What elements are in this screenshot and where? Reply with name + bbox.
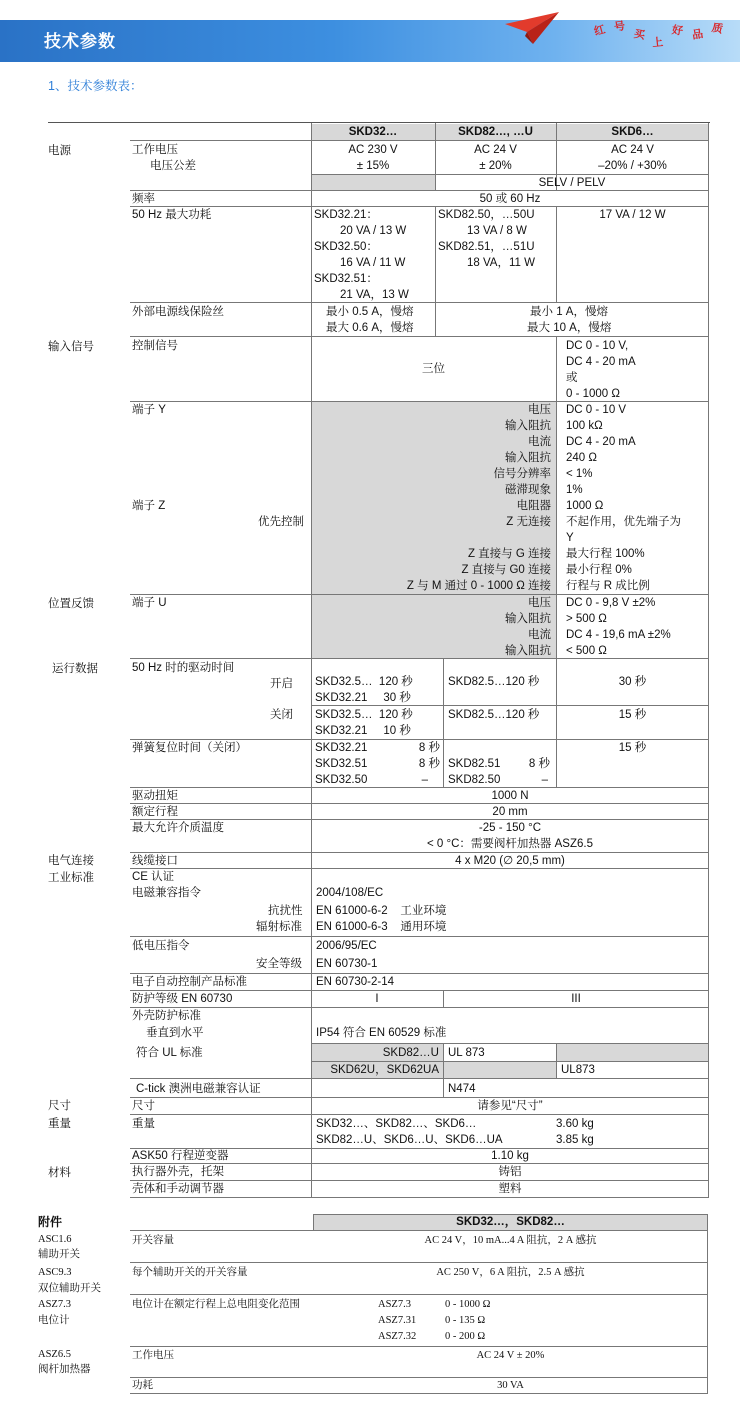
accessory-code: ASC1.6 [38, 1234, 72, 1245]
cell: < 500 Ω [566, 645, 607, 657]
table-rule [130, 1393, 708, 1394]
cell: 电流 [528, 436, 551, 448]
cell: 2004/108/EC [316, 887, 384, 899]
cell: I [375, 993, 379, 1005]
cell: 信号分辨率 [493, 468, 551, 480]
cell: 最小行程 0% [566, 564, 632, 576]
cell: ASZ7.3 [378, 1299, 411, 1310]
cell: 或 [566, 372, 578, 384]
row-label: 开关容量 [132, 1235, 174, 1246]
cell: III [571, 993, 581, 1005]
cell: SKD82.5…120 秒 [448, 709, 540, 721]
cell: 3.85 kg [556, 1134, 594, 1146]
cell: AC 24 V ± 20% [476, 1350, 545, 1361]
row-label: 电位计在额定行程上总电阻变化范围 [132, 1299, 300, 1310]
cell: 请参见“尺寸” [477, 1100, 543, 1112]
cell: ASZ7.32 [378, 1331, 417, 1342]
cell: UL 873 [448, 1047, 485, 1059]
cell: AC 24 V [611, 144, 654, 156]
cell: SKD32.51 [315, 758, 368, 770]
cell: AC 24 V [474, 144, 517, 156]
row-label: 端子 Z [132, 500, 166, 512]
row-label: 50 Hz 时的驱动时间 [132, 662, 235, 674]
cell: SKD82.50，…50U [438, 209, 535, 221]
cell: SKD82.50 [448, 774, 501, 786]
row-label: 工作电压 [132, 144, 178, 156]
row-label: 最大允许介质温度 [132, 822, 224, 834]
category-label: 工业标准 [48, 872, 94, 884]
cell: 3.60 kg [556, 1118, 594, 1130]
cell: 最小 1 A，慢熔 [530, 306, 608, 318]
cell: AC 250 V，6 A 阻抗，2.5 A 感抗 [436, 1267, 585, 1278]
cell: 不起作用，优先端子为 [566, 516, 681, 528]
cell: EN 61000-6-2 工业环境 [316, 905, 447, 917]
cell: ± 15% [356, 160, 390, 172]
cell: > 500 Ω [566, 613, 607, 625]
cell: 塑料 [498, 1183, 522, 1195]
row-label: 防护等级 EN 60730 [132, 993, 233, 1005]
row-label: 电子自动控制产品标准 [132, 976, 247, 988]
row-label: 关闭 [270, 709, 293, 721]
row-label: 额定行程 [132, 806, 178, 818]
page-title: 技术参数 [44, 32, 116, 51]
cell: SKD32.50 [315, 774, 368, 786]
accessories-title: 附件 [38, 1215, 63, 1229]
slogan-char: 买 [632, 27, 646, 42]
row-label: C-tick 澳洲电磁兼容认证 [136, 1083, 261, 1095]
column-header: SKD82…, …U [458, 126, 533, 138]
cell: SKD32.21 10 秒 [315, 725, 411, 737]
cell: 30 VA [497, 1380, 524, 1391]
cell: 1.10 kg [491, 1150, 529, 1162]
cell: 21 VA，13 W [340, 289, 409, 301]
cell: 50 或 60 Hz [479, 193, 541, 205]
cell: 15 秒 [618, 742, 647, 754]
column-header: SKD6… [611, 126, 654, 138]
row-label: 辐射标准 [256, 921, 302, 933]
cell: < 1% [566, 468, 593, 480]
cell: 20 VA / 13 W [340, 225, 407, 237]
row-label: 符合 UL 标准 [136, 1047, 203, 1059]
cell: 最大行程 100% [566, 548, 645, 560]
cell: 电压 [528, 404, 551, 416]
accessory-code: ASZ6.5 [38, 1349, 71, 1360]
cell: EN 61000-6-3 通用环境 [316, 921, 447, 933]
cell: SKD32.5… 120 秒 [315, 709, 413, 721]
row-label: CE 认证 [132, 871, 175, 883]
cell: DC 4 - 20 mA [566, 436, 636, 448]
cell: EN 60730-1 [316, 958, 378, 970]
cell: DC 0 - 9,8 V ±2% [566, 597, 656, 609]
row-label: 驱动扭矩 [132, 790, 178, 802]
cell: Y [566, 532, 574, 544]
cell: ASZ7.31 [378, 1315, 417, 1326]
row-label: 弹簧复位时间（关闭） [132, 742, 247, 754]
column-header: SKD32… [348, 126, 398, 138]
cell: SKD32.5… 120 秒 [315, 676, 413, 688]
cell: SKD62U，SKD62UA [330, 1064, 439, 1076]
cell: 铸铝 [498, 1166, 522, 1178]
row-label: 执行器外壳，托架 [132, 1166, 224, 1178]
cell: 4 x M20 (∅ 20,5 mm) [455, 855, 565, 867]
cell: Z 直接与 G 连接 [467, 548, 551, 560]
cell: 2006/95/EC [316, 940, 377, 952]
cell: 1% [566, 484, 583, 496]
row-label: 线缆接口 [132, 855, 178, 867]
cell: SKD82.51 [448, 758, 501, 770]
cell: 13 VA / 8 W [467, 225, 527, 237]
cell: SKD32.50： [314, 241, 378, 253]
cell: 0 - 200 Ω [445, 1331, 486, 1342]
row-label: 尺寸 [132, 1100, 155, 1112]
cell: 电阻器 [516, 500, 551, 512]
cell: DC 0 - 10 V, [566, 340, 629, 352]
slogan-char: 上 [651, 35, 664, 50]
cell: -25 - 150 °C [478, 822, 542, 834]
cell: – [421, 774, 428, 786]
category-label: 运行数据 [52, 663, 98, 675]
cell: 30 秒 [618, 676, 647, 688]
category-label: 位置反馈 [48, 598, 94, 610]
table-rule [130, 1346, 708, 1347]
row-label: 每个辅助开关的开关容量 [132, 1267, 248, 1278]
cell: SKD32.21： [314, 209, 378, 221]
cell: SKD32…、SKD82…、SKD6… [316, 1118, 477, 1130]
table-rule [130, 1294, 708, 1295]
category-label: 材料 [48, 1167, 71, 1179]
cell: 8 秒 [418, 742, 440, 754]
cell: 电流 [528, 629, 551, 641]
cell: DC 4 - 20 mA [566, 356, 636, 368]
cell: IP54 符合 EN 60529 标准 [316, 1027, 447, 1039]
row-label: 工作电压 [132, 1350, 174, 1361]
cell: 行程与 R 成比例 [566, 580, 650, 592]
cell: N474 [448, 1083, 476, 1095]
row-label: 电压公差 [150, 160, 196, 172]
row-label: 端子 U [132, 597, 167, 609]
row-label: 外壳防护标准 [132, 1010, 201, 1022]
cell: SKD82…U [382, 1047, 439, 1059]
cell: 1000 N [491, 790, 529, 802]
cell: ± 20% [479, 160, 512, 172]
row-label: 安全等级 [256, 958, 302, 970]
cell: 输入阻抗 [505, 420, 551, 432]
table-rule [130, 1262, 708, 1263]
row-label: 抗扰性 [268, 905, 303, 917]
cell: 输入阻抗 [505, 452, 551, 464]
category-label: 重量 [48, 1118, 71, 1130]
cell: SKD82.5…120 秒 [448, 676, 540, 688]
cell: 最大 10 A，慢熔 [527, 322, 612, 334]
category-label: 尺寸 [48, 1100, 71, 1112]
row-label: 重量 [132, 1118, 155, 1130]
row-label: 外部电源线保险丝 [132, 306, 224, 318]
column-header: SKD32…，SKD82… [456, 1216, 565, 1228]
cell: 0 - 135 Ω [445, 1315, 486, 1326]
cell: 8 秒 [528, 758, 550, 770]
row-label: 壳体和手动调节器 [132, 1183, 224, 1195]
accessory-name: 双位辅助开关 [38, 1283, 101, 1294]
section-heading: 1、技术参数表： [48, 79, 143, 93]
cell: DC 0 - 10 V [566, 404, 627, 416]
row-label: 频率 [132, 193, 155, 205]
cell: Z 与 M 通过 0 - 1000 Ω 连接 [406, 580, 551, 592]
category-label: 电气连接 [48, 855, 94, 867]
cell: 8 秒 [418, 758, 440, 770]
cell: –20% / +30% [598, 160, 667, 172]
cell: 100 kΩ [566, 420, 603, 432]
slogan-char: 红 [592, 22, 607, 39]
cell: 输入阻抗 [505, 613, 551, 625]
row-label: 电磁兼容指令 [132, 887, 201, 899]
cell: SKD32.21 [315, 742, 368, 754]
row-label: 功耗 [132, 1380, 153, 1391]
accessory-code: ASZ7.3 [38, 1299, 71, 1310]
row-label: ASK50 行程逆变器 [132, 1150, 229, 1162]
cell: 1000 Ω [566, 500, 604, 512]
table-rule [130, 1230, 708, 1231]
category-label: 输入信号 [48, 341, 94, 353]
slogan-char: 号 [613, 19, 626, 34]
row-label: 50 Hz 最大功耗 [132, 209, 212, 221]
cell: SELV / PELV [538, 177, 606, 189]
row-label: 优先控制 [258, 516, 304, 528]
cell: 最小 0.5 A，慢熔 [326, 306, 414, 318]
cell: < 0 °C：需要阀杆加热器 ASZ6.5 [427, 838, 593, 850]
cell: 15 秒 [618, 709, 647, 721]
row-label: 端子 Y [132, 404, 166, 416]
cell: 0 - 1000 Ω [445, 1299, 491, 1310]
cell: 0 - 1000 Ω [566, 388, 620, 400]
slogan-char: 品 [691, 27, 705, 42]
cell: 磁滞现象 [505, 484, 551, 496]
row-label: 控制信号 [132, 340, 178, 352]
cell: 240 Ω [566, 452, 597, 464]
cell: – [541, 774, 548, 786]
cell: 电压 [528, 597, 551, 609]
cell: 16 VA / 11 W [340, 257, 406, 269]
cell: EN 60730-2-14 [316, 976, 394, 988]
cell: Z 无连接 [506, 516, 551, 528]
table-rule [130, 1377, 708, 1378]
category-label: 电源 [48, 145, 71, 157]
accessory-code: ASC9.3 [38, 1267, 72, 1278]
cell: Z 直接与 G0 连接 [461, 564, 551, 576]
cell: DC 4 - 19,6 mA ±2% [566, 629, 671, 641]
cell: AC 230 V [348, 144, 398, 156]
cell: SKD32.21 30 秒 [315, 692, 411, 704]
accessory-name: 电位计 [38, 1315, 70, 1326]
cell: 三位 [422, 363, 445, 375]
cell: 17 VA / 12 W [599, 209, 666, 221]
cell: SKD32.51： [314, 273, 378, 285]
cell: 20 mm [492, 806, 528, 818]
cell: 18 VA，11 W [467, 257, 535, 269]
cell: AC 24 V，10 mA...4 A 阻抗，2 A 感抗 [424, 1235, 597, 1246]
cell: SKD82…U、SKD6…U、SKD6…UA [316, 1134, 503, 1146]
cell: 输入阻抗 [505, 645, 551, 657]
row-label: 开启 [270, 678, 293, 690]
cell: 最大 0.6 A，慢熔 [326, 322, 414, 334]
slogan-char: 好 [671, 23, 684, 38]
row-label: 低电压指令 [132, 940, 190, 952]
cell: UL873 [561, 1064, 595, 1076]
cell: SKD82.51，…51U [438, 241, 535, 253]
accessory-name: 辅助开关 [38, 1249, 80, 1260]
row-label: 垂直到水平 [146, 1027, 204, 1039]
accessory-name: 阀杆加热器 [38, 1364, 91, 1375]
slogan-char: 质 [710, 20, 725, 36]
